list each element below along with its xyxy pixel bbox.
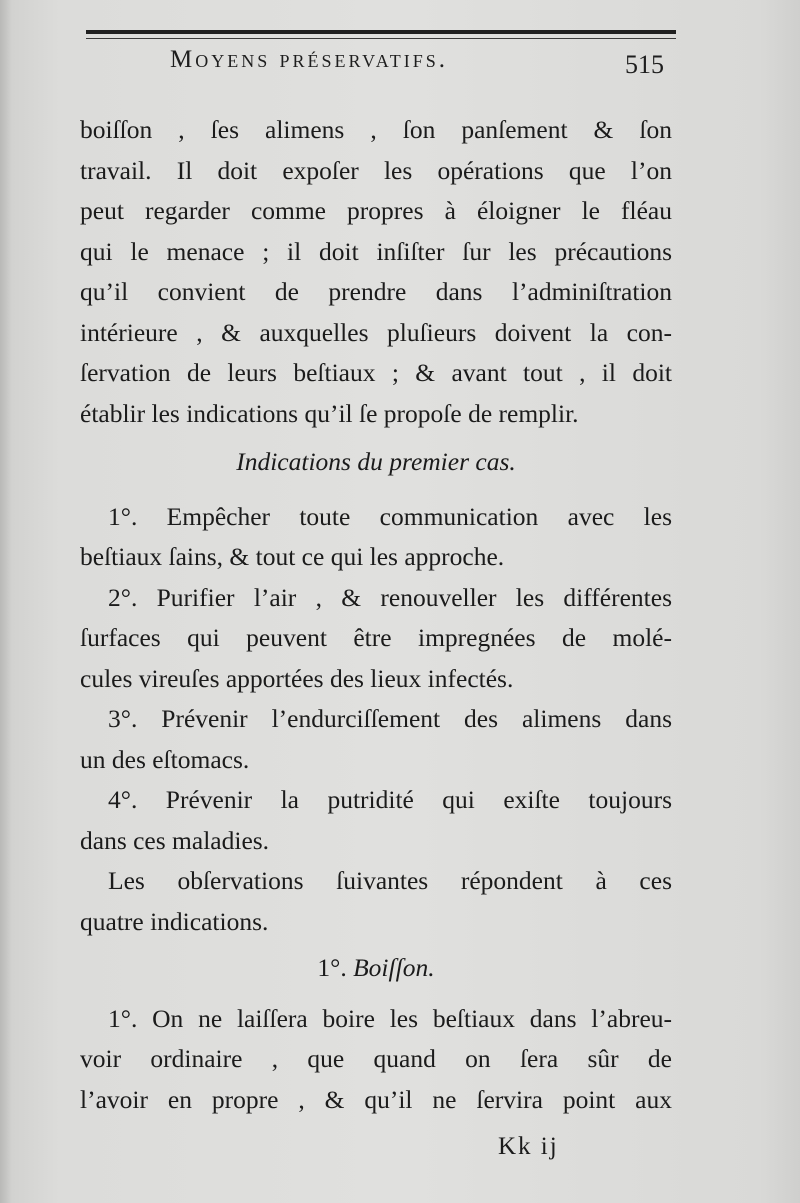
text-line: qui le menace ; il doit inſiſter ſur les précautions xyxy=(80,236,672,266)
list-item-line: dans ces maladies. xyxy=(80,825,270,855)
text-line: boiſſon , ſes alimens , ſon panſement & ſon xyxy=(80,115,672,144)
text-line: voir ordinaire , que quand on ſera sûr de xyxy=(80,1044,672,1073)
subsection-number: 1°. xyxy=(317,953,347,982)
text-line: peut regarder comme propres à éloigner le fléau xyxy=(80,196,672,225)
text-line: travail. Il doit expoſer les opérations que l’on xyxy=(80,155,672,185)
list-item-line: cules vireuſes apportées des lieux infectés. xyxy=(80,663,514,693)
header-rule-thick xyxy=(86,30,676,34)
text-line: qu’il convient de prendre dans l’adminiſtration xyxy=(80,277,672,306)
list-item-line: 2°. Purifier l’air , & renouveller les différentes xyxy=(108,582,672,612)
text-line: 1°. On ne laiſſera boire les beſtiaux dans l’abreu- xyxy=(108,1003,672,1033)
list-item-line: Les obſervations ſuivantes répondent à ces xyxy=(108,866,672,895)
list-item-line: 3°. Prévenir l’endurciſſement des alimens dans xyxy=(108,704,672,733)
list-item-line: beſtiaux ſains, & tout ce qui les approche. xyxy=(80,542,505,571)
text-line: établir les indications qu’il ſe propoſe de remplir. xyxy=(80,398,579,428)
text-line: ſervation de leurs beſtiaux ; & avant tout , il doit xyxy=(80,358,672,387)
list-item-line: ſurfaces qui peuvent être impregnées de molé- xyxy=(80,623,672,652)
list-item-line: 1°. Empêcher toute communication avec les xyxy=(108,501,672,531)
subsection-title: Boiſſon. xyxy=(353,953,435,982)
running-head: Moyens préservatifs. xyxy=(170,46,449,73)
list-item-line: 4°. Prévenir la putridité qui exiſte toujours xyxy=(108,785,672,814)
text-line: l’avoir en propre , & qu’il ne ſervira point aux xyxy=(80,1084,672,1114)
body-text xyxy=(80,110,672,1120)
text-line: intérieure , & auxquelles pluſieurs doivent la con- xyxy=(80,317,672,347)
list-item-line: quatre indications. xyxy=(80,906,269,936)
subsection-heading xyxy=(80,948,672,989)
header-rule-thin xyxy=(86,38,676,39)
page-number: 515 xyxy=(625,50,664,79)
signature-mark: Kk ij xyxy=(498,1133,559,1160)
list-item-line: un des eſtomacs. xyxy=(80,744,250,774)
section-heading: Indications du premier cas. xyxy=(236,447,516,476)
